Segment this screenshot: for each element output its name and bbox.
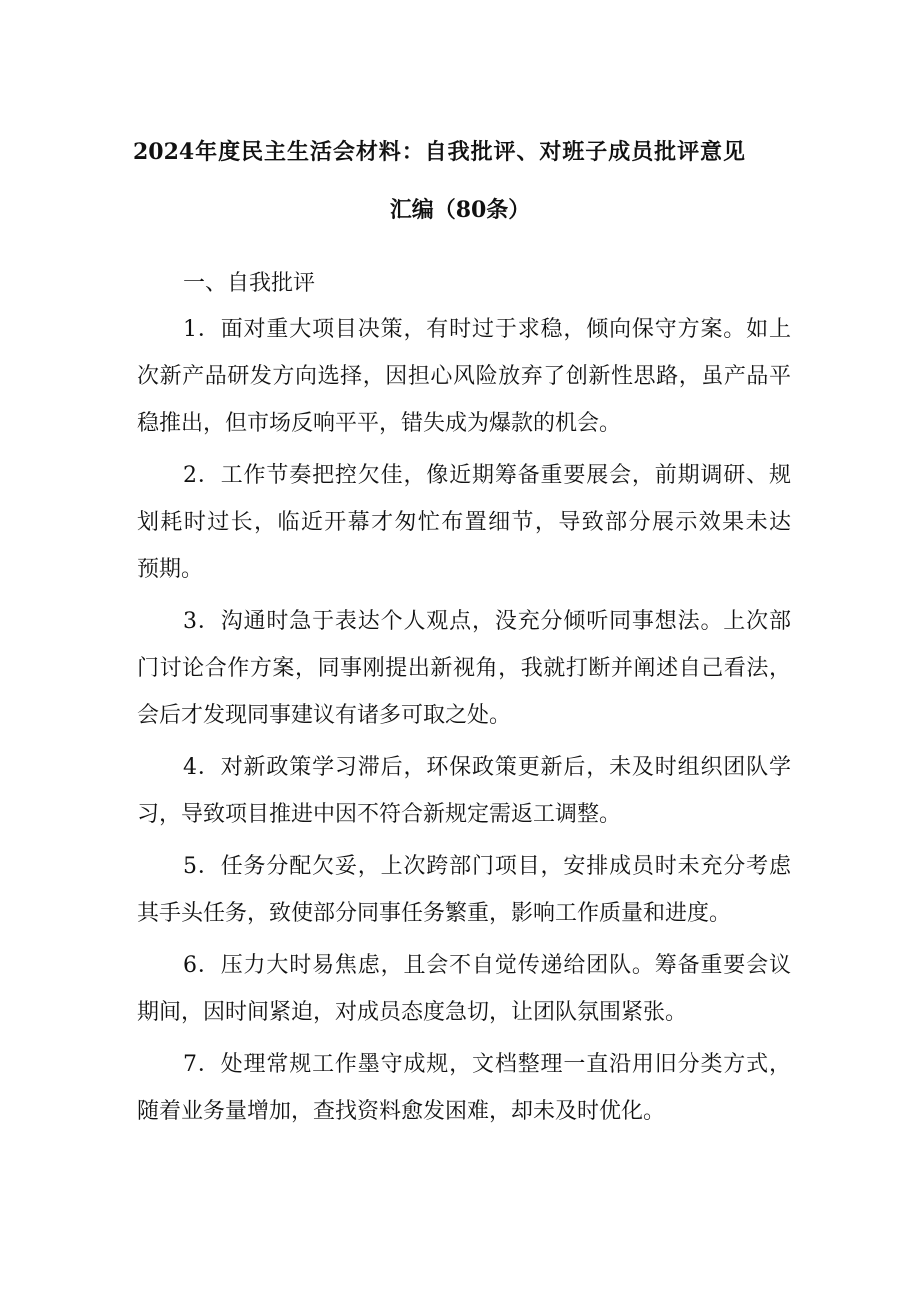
paragraph-line: 3．沟通时急于表达个人观点，没充分倾听同事想法。上次部 [183,609,791,634]
list-item [137,452,791,593]
list-item [137,306,791,447]
paragraph-line: 其手头任务，致使部分同事任务繁重，影响工作质量和进度。 [137,901,732,926]
paragraph-line: 会后才发现同事建议有诸多可取之处。 [137,703,512,728]
paragraph-line: 7．处理常规工作墨守成规，文档整理一直沿用旧分类方式， [183,1052,791,1077]
paragraph-line: 预期。 [137,557,204,582]
paragraph-line: 门讨论合作方案，同事刚提出新视角，我就打断并阐述自己看法， [137,656,791,681]
list-item [137,598,791,739]
paragraph-line: 期间，因时间紧迫，对成员态度急切，让团队氛围紧张。 [137,1000,688,1025]
paragraph-line: 1．面对重大项目决策，有时过于求稳，倾向保守方案。如上 [183,317,791,342]
paragraph-line: 习，导致项目推进中因不符合新规定需返工调整。 [137,802,622,827]
section-heading: 一、自我批评 [183,271,316,296]
list-item [137,744,791,838]
list-item [137,1041,791,1135]
paragraph-line: 次新产品研发方向选择，因担心风险放弃了创新性思路，虽产品平 [137,364,791,389]
paragraph-line: 稳推出，但市场反响平平，错失成为爆款的机会。 [137,411,622,436]
list-item [137,942,791,1036]
paragraph-line: 5．任务分配欠妥，上次跨部门项目，安排成员时未充分考虑 [183,854,791,879]
document-title-line-2: 汇编（80条） [389,197,531,223]
paragraph-line: 4．对新政策学习滞后，环保政策更新后，未及时组织团队学 [183,755,791,780]
document-title-line-1: 2024年度民主生活会材料：自我批评、对班子成员批评意见 [133,139,745,165]
paragraph-line: 2．工作节奏把控欠佳，像近期筹备重要展会，前期调研、规 [183,463,791,488]
paragraph-line: 划耗时过长，临近开幕才匆忙布置细节，导致部分展示效果未达 [137,510,791,535]
list-item [137,843,791,937]
paragraph-line: 随着业务量增加，查找资料愈发困难，却未及时优化。 [137,1099,666,1124]
section-body [137,306,791,1140]
paragraph-line: 6．压力大时易焦虑，且会不自觉传递给团队。筹备重要会议 [183,953,791,978]
